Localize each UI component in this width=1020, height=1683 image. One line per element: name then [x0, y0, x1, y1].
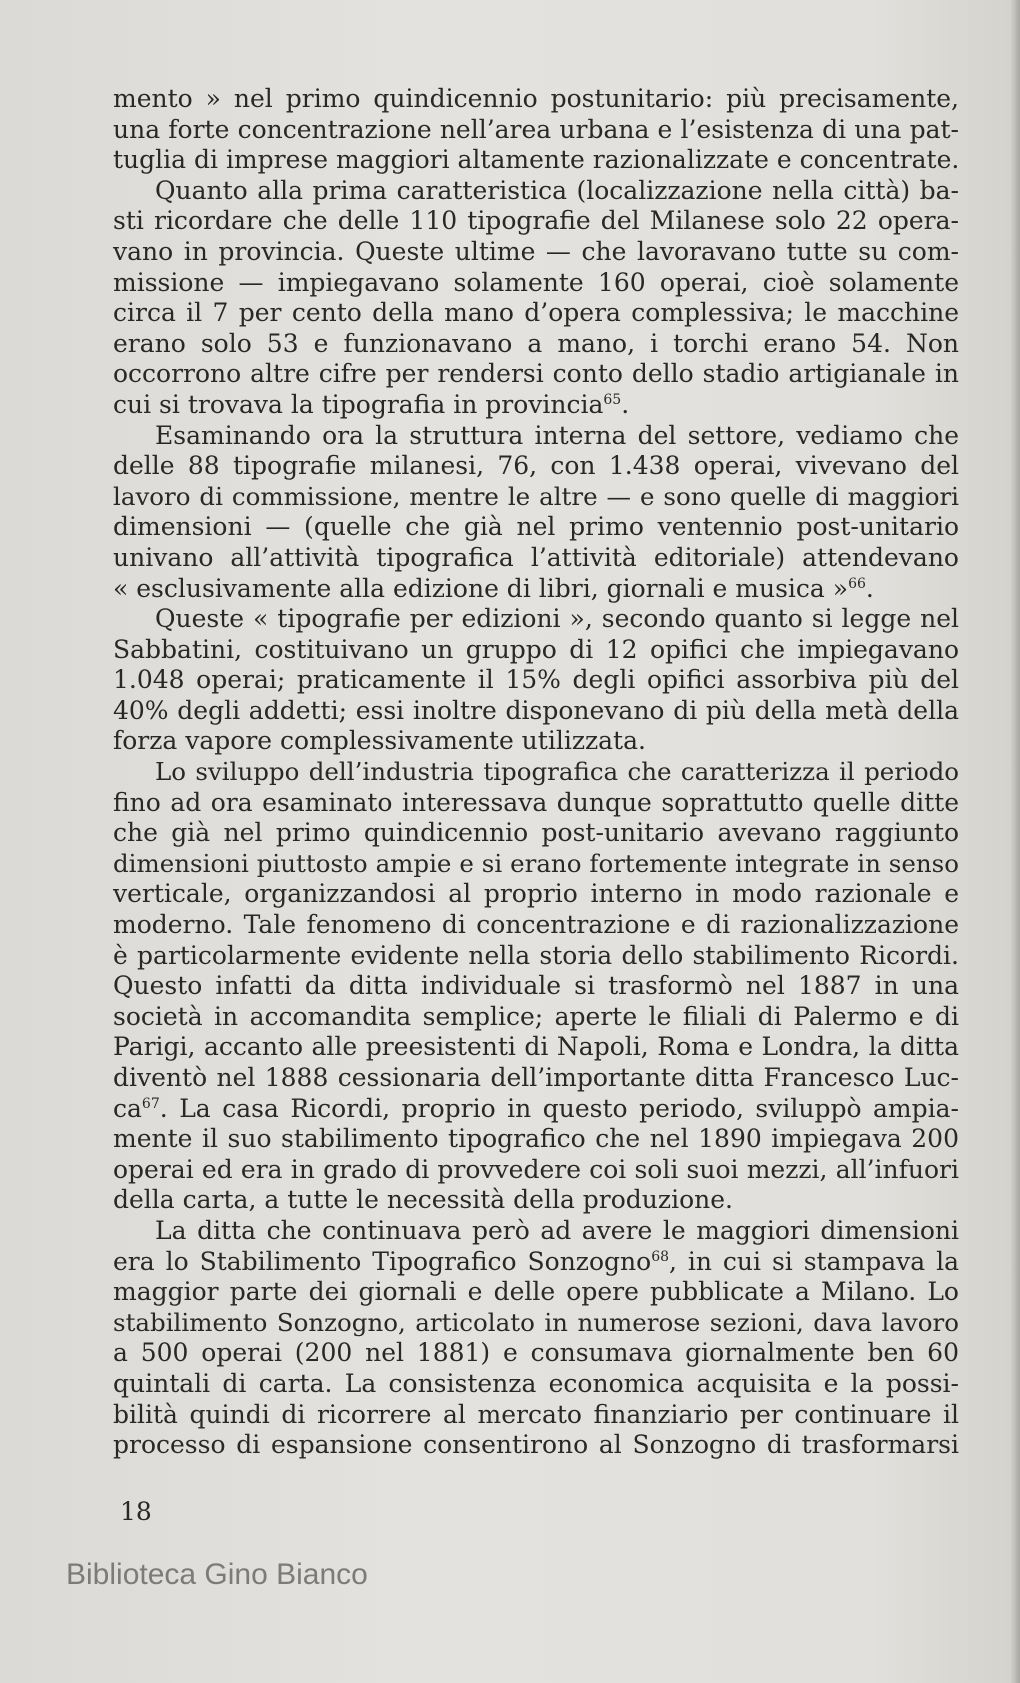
text-line [113, 329, 959, 360]
line-text: occorrono altre cifre per rendersi conto dello stadio artigianale in [113, 359, 959, 389]
text-line [113, 757, 959, 788]
text-line [113, 1308, 959, 1339]
line-text: ca [113, 1093, 142, 1123]
line-text: quintali di carta. La consistenza economica acquisita e la possi- [113, 1368, 959, 1398]
line-text: Parigi, accanto alle preesistenti di Napoli, Roma e Londra, la ditta [113, 1032, 959, 1062]
text-line [113, 543, 959, 574]
line-text: maggior parte dei giornali e delle opere pubblicate a Milano. Lo [113, 1277, 959, 1307]
text-line [113, 268, 959, 299]
text-line [113, 145, 959, 176]
line-text: che già nel primo quindicennio post-unitario avevano raggiunto [113, 818, 959, 848]
line-text-continued: . La casa Ricordi, proprio in questo periodo, sviluppò ampia- [159, 1093, 959, 1123]
text-line [113, 635, 959, 666]
line-text: forza vapore complessivamente utilizzata. [113, 726, 646, 756]
line-text: una forte concentrazione nell’area urbana e l’esistenza di una pat- [113, 114, 959, 144]
text-line [113, 1369, 959, 1400]
text-line [113, 512, 959, 543]
line-text: della carta, a tutte le necessità della produzione. [113, 1185, 733, 1215]
line-text-continued: . [865, 573, 874, 603]
line-text: 40% degli addetti; essi inoltre disponevano di più della metà della [113, 695, 959, 725]
footnote-ref: 67 [141, 1095, 160, 1112]
text-line [113, 1400, 959, 1431]
line-text: processo di espansione consentirono al Sonzogno di trasformarsi [113, 1430, 959, 1460]
library-watermark: Biblioteca Gino Bianco [66, 1558, 368, 1591]
text-line [113, 1216, 959, 1247]
text-line [113, 1247, 959, 1278]
text-line [113, 726, 959, 757]
text-line [113, 1032, 959, 1063]
text-line [113, 574, 959, 605]
line-text: missione — impiegavano solamente 160 operai, cioè solamente [113, 267, 959, 297]
body-text [113, 84, 959, 1461]
line-text: tuglia di imprese maggiori altamente razionalizzate e concentrate. [113, 145, 960, 175]
footnote-ref: 65 [603, 391, 622, 408]
line-text: Esaminando ora la struttura interna del settore, vediamo che [155, 420, 959, 450]
text-line [113, 1338, 959, 1369]
page-edge-shadow [1010, 0, 1020, 1683]
line-text: erano solo 53 e funzionavano a mano, i torchi erano 54. Non [113, 328, 959, 358]
text-line [113, 482, 959, 513]
line-text: era lo Stabilimento Tipografico Sonzogno [113, 1246, 652, 1276]
text-line [113, 941, 959, 972]
text-line [113, 879, 959, 910]
text-line [113, 1002, 959, 1033]
line-text: 1.048 operai; praticamente il 15% degli opifici assorbiva più del [113, 665, 959, 695]
text-line [113, 115, 959, 146]
line-text: circa il 7 per cento della mano d’opera complessiva; le macchine [113, 298, 959, 328]
line-text: cui si trovava la tipografia in provincia [113, 389, 604, 419]
line-text: Queste « tipografie per edizioni », secondo quanto si legge nel [155, 604, 959, 634]
footnote-ref: 66 [848, 575, 866, 592]
line-text: verticale, organizzandosi al proprio interno in modo razionale e [113, 879, 959, 909]
line-text: operai ed era in grado di provvedere coi soli suoi mezzi, all’infuori [113, 1154, 959, 1184]
text-line [113, 665, 959, 696]
line-text: vano in provincia. Queste ultime — che lavoravano tutte su com- [113, 236, 959, 266]
line-text: Quanto alla prima caratteristica (localizzazione nella città) ba- [155, 175, 959, 205]
text-line [113, 1185, 959, 1216]
line-text: mento » nel primo quindicennio postunitario: più precisamente, [113, 84, 959, 113]
line-text: fino ad ora esaminato interessava dunque soprattutto quelle ditte [113, 787, 959, 817]
line-text: società in accomandita semplice; aperte le filiali di Palermo e di [113, 1001, 959, 1031]
text-line [113, 696, 959, 727]
text-line [113, 910, 959, 941]
text-line [113, 421, 959, 452]
text-line [113, 359, 959, 390]
text-line [113, 84, 959, 115]
line-text: è particolarmente evidente nella storia dello stabilimento Ricordi. [113, 940, 959, 970]
text-line [113, 298, 959, 329]
text-line [113, 604, 959, 635]
line-text: « esclusivamente alla edizione di libri, giornali e musica » [113, 573, 849, 603]
line-text: delle 88 tipografie milanesi, 76, con 1.438 operai, vivevano del [113, 451, 959, 481]
footnote-ref: 68 [651, 1248, 670, 1265]
line-text: lavoro di commissione, mentre le altre — e sono quelle di maggiori [113, 481, 959, 511]
line-text: univano all’attività tipografica l’attività editoriale) attendevano [113, 542, 959, 572]
text-line [113, 788, 959, 819]
line-text: a 500 operai (200 nel 1881) e consumava giornalmente ben 60 [113, 1338, 959, 1368]
text-line [113, 1063, 959, 1094]
line-text: dimensioni — (quelle che già nel primo ventennio post-unitario [113, 512, 959, 542]
text-line [113, 818, 959, 849]
text-line [113, 176, 959, 207]
text-line [113, 451, 959, 482]
line-text: stabilimento Sonzogno, articolato in numerose sezioni, dava lavoro [113, 1307, 959, 1337]
line-text: Questo infatti da ditta individuale si trasformò nel 1887 in una [113, 971, 959, 1001]
text-line [113, 1155, 959, 1186]
line-text: Lo sviluppo dell’industria tipografica che caratterizza il periodo [155, 757, 959, 787]
text-line [113, 1277, 959, 1308]
line-text-continued: , in cui si stampava la [669, 1246, 959, 1276]
line-text: mente il suo stabilimento tipografico che nel 1890 impiegava 200 [113, 1124, 959, 1154]
line-text: dimensioni piuttosto ampie e si erano fortemente integrate in senso [113, 848, 959, 878]
text-line [113, 1094, 959, 1125]
text-line [113, 206, 959, 237]
line-text: bilità quindi di ricorrere al mercato finanziario per continuare il [113, 1399, 959, 1429]
text-line [113, 971, 959, 1002]
line-text: Sabbatini, costituivano un gruppo di 12 opifici che impiegavano [113, 634, 959, 664]
line-text: moderno. Tale fenomeno di concentrazione e di razionalizzazione [113, 910, 959, 940]
text-line [113, 1124, 959, 1155]
text-line [113, 390, 959, 421]
line-text-continued: . [621, 389, 630, 419]
line-text: La ditta che continuava però ad avere le maggiori dimensioni [155, 1215, 959, 1245]
text-line [113, 237, 959, 268]
text-line [113, 849, 959, 880]
page-number: 18 [120, 1497, 152, 1526]
line-text: diventò nel 1888 cessionaria dell’importante ditta Francesco Luc- [113, 1063, 959, 1092]
line-text: sti ricordare che delle 110 tipografie del Milanese solo 22 opera- [113, 206, 959, 236]
text-line [113, 1430, 959, 1461]
